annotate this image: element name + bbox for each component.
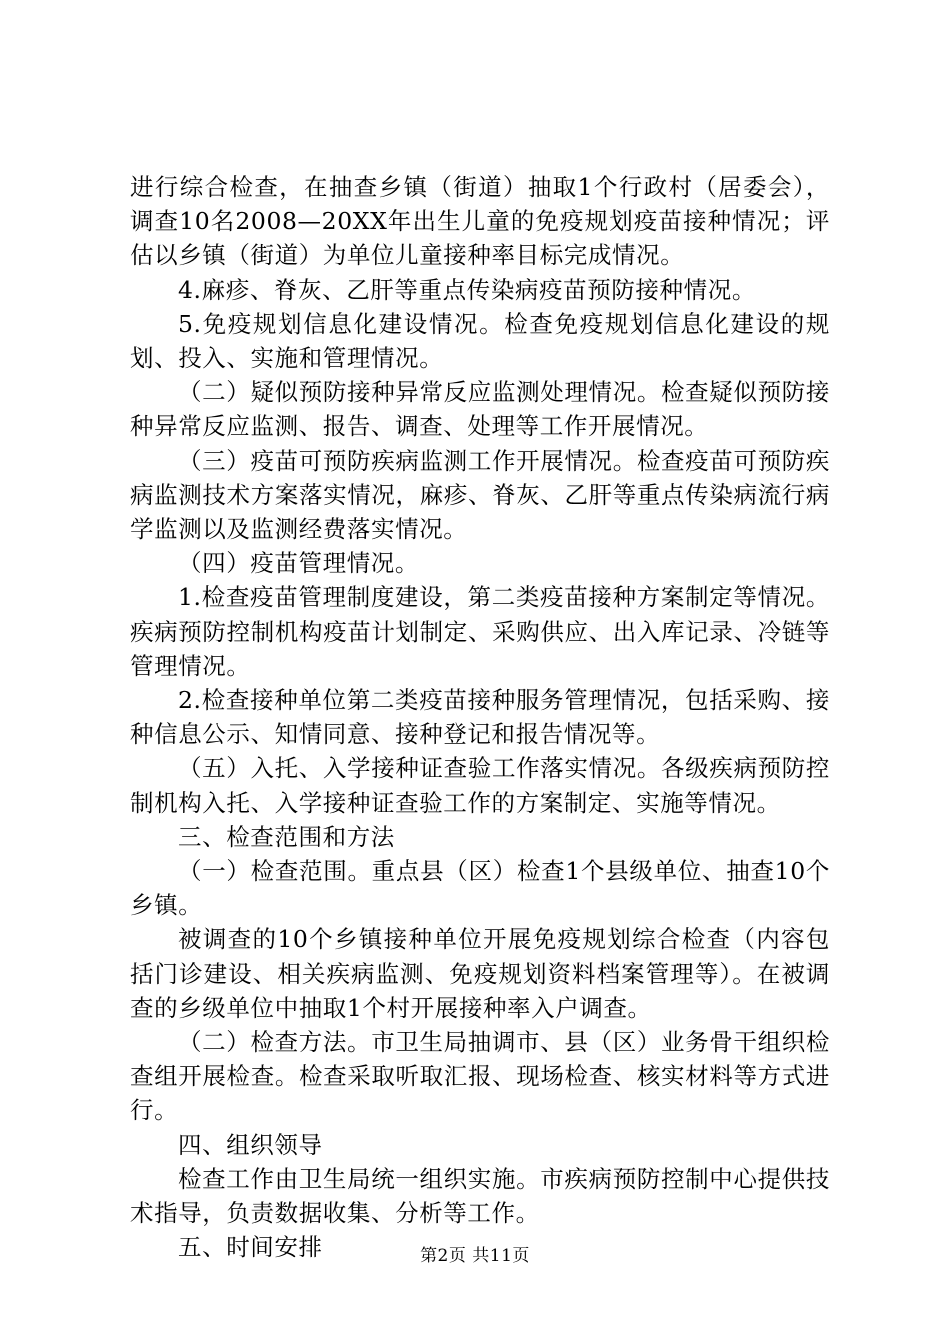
paragraph-section-3-disease-monitoring: （三）疫苗可预防疾病监测工作开展情况。检查疫苗可预防疾病监测技术方案落实情况，麻疹、脊灰、乙肝等重点传染病流行病学监测以及监测经费落实情况。	[130, 446, 830, 544]
paragraph-continuation: 进行综合检查，在抽查乡镇（街道）抽取1个行政村（居委会），调查10名2008—20XX年出生儿童的免疫规划疫苗接种情况；评估以乡镇（街道）为单位儿童接种率目标完成情况。	[130, 173, 830, 270]
paragraph-organization: 检查工作由卫生局统一组织实施。市疾病预防控制中心提供技术指导，负责数据收集、分析等工作。	[130, 1164, 830, 1228]
paragraph-item-1-management-system: 1.检查疫苗管理制度建设，第二类疫苗接种方案制定等情况。疾病预防控制机构疫苗计划制定、采购供应、出入库记录、冷链等管理情况。	[130, 583, 830, 680]
paragraph-section-4-vaccine-management: （四）疫苗管理情况。	[178, 549, 419, 578]
paragraph-inspection-scope: （一）检查范围。重点县（区）检查1个县级单位、抽查10个乡镇。	[130, 857, 830, 920]
paragraph-item-2-second-class-vaccine: 2.检查接种单位第二类疫苗接种服务管理情况，包括采购、接种信息公示、知情同意、接种登记和报告情况等。	[130, 686, 830, 749]
page-number-footer: 第2页 共11页	[420, 1246, 530, 1266]
paragraph-surveyed-townships: 被调查的10个乡镇接种单位开展免疫规划综合检查（内容包括门诊建设、相关疾病监测、免疫规划资料档案管理等）。在被调查的乡级单位中抽取1个村开展接种率入户调查。	[130, 925, 830, 1022]
paragraph-inspection-method: （二）检查方法。市卫生局抽调市、县（区）业务骨干组织检查组开展检查。检查采取听取汇报、现场检查、核实材料等方式进行。	[130, 1028, 830, 1125]
paragraph-section-2-adverse-reaction: （二）疑似预防接种异常反应监测处理情况。检查疑似预防接种异常反应监测、报告、调查、处理等工作开展情况。	[130, 378, 830, 441]
paragraph-item-5-informatization: 5.免疫规划信息化建设情况。检查免疫规划信息化建设的规划、投入、实施和管理情况。	[130, 309, 830, 373]
heading-schedule: 五、时间安排	[178, 1233, 323, 1262]
heading-organization-leadership: 四、组织领导	[178, 1130, 323, 1159]
paragraph-item-4-measles-polio-hepb: 4.麻疹、脊灰、乙肝等重点传染病疫苗预防接种情况。	[178, 275, 756, 304]
paragraph-section-5-certificate-check: （五）入托、入学接种证查验工作落实情况。各级疾病预防控制机构入托、入学接种证查验工作的方案制定、实施等情况。	[130, 754, 830, 817]
heading-scope-and-method: 三、检查范围和方法	[178, 822, 395, 851]
document-body	[130, 170, 830, 1265]
